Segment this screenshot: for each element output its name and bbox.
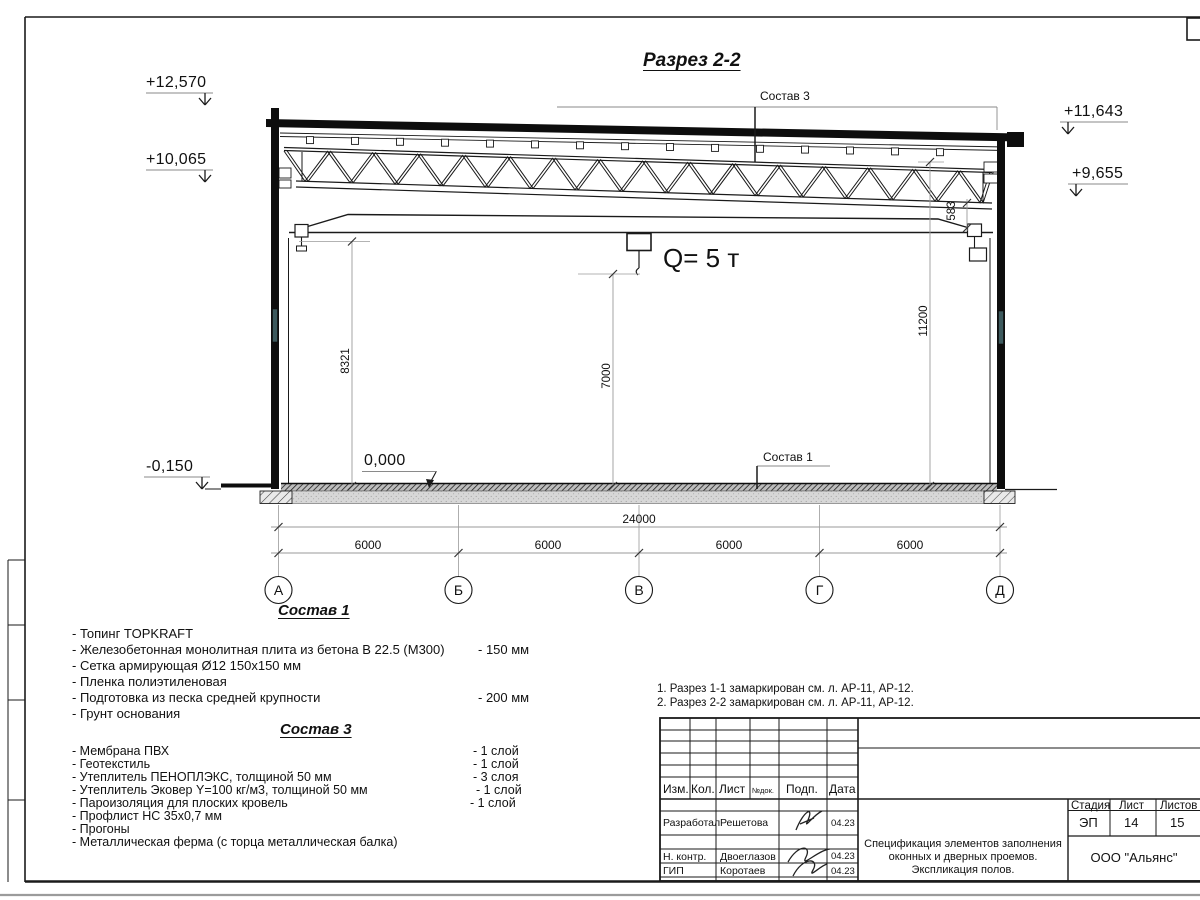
tb-header-ndok: №док.: [752, 786, 774, 795]
axis-a: А: [273, 582, 284, 598]
leader-floor-label: Состав 1: [763, 450, 813, 464]
tb-sheets-header: Листов: [1160, 800, 1198, 812]
axis-v: В: [634, 582, 644, 598]
composition1-heading: Состав 1: [278, 602, 350, 619]
tb-description-line1: Спецификация элементов заполнения: [864, 838, 1062, 850]
composition3-heading: Состав 3: [280, 721, 352, 738]
axis-g: Г: [815, 582, 824, 598]
dim-overall: 24000: [622, 512, 656, 526]
comp3-item: - Утеплитель Эковер Y=100 кг/м3, толщиной 50 мм: [72, 783, 368, 797]
comp1-item: - Подготовка из песка средней крупности: [72, 690, 321, 705]
dim-rail-height: 8321: [340, 348, 352, 374]
tb-description-line3: Экспликация полов.: [911, 864, 1015, 876]
tb-date-1: 04.23: [831, 818, 855, 829]
tb-header-podp: Подп.: [786, 782, 818, 796]
tb-stage-value: ЭП: [1079, 815, 1098, 830]
comp3-item: - Прогоны: [72, 822, 130, 836]
elevation-parapet: +12,570: [146, 74, 207, 91]
comp3-item-value: - 1 слой: [473, 757, 519, 771]
dim-beam-depth: 583: [946, 201, 958, 221]
crane-hoist: [627, 234, 651, 276]
section-title: Разрез 2-2: [643, 50, 741, 71]
comp3-item-value: - 1 слой: [473, 744, 519, 758]
comp3-item: - Пароизоляция для плоских кровель: [72, 796, 288, 810]
crane-beam: [289, 215, 993, 276]
elevation-marks: [144, 93, 1128, 489]
comp3-item: - Профлист НС 35х0,7 мм: [72, 809, 222, 823]
tb-description-line2: оконных и дверных проемов.: [888, 851, 1038, 863]
signature-scribbles: [788, 811, 830, 876]
tb-role-nkontr: Н. контр.: [663, 851, 707, 863]
window-slot-right: [999, 311, 1004, 344]
steel-truss: [279, 148, 998, 210]
tb-header-data: Дата: [829, 782, 856, 796]
tb-date-2: 04.23: [831, 851, 855, 862]
dim-bay-1: 6000: [354, 538, 382, 552]
tb-role-razrabotal: Разработал: [663, 817, 721, 829]
foundation-right: [984, 491, 1015, 504]
dim-bay-2: 6000: [534, 538, 562, 552]
sheet-frame: [0, 17, 1200, 895]
dim-hook-height: 7000: [601, 363, 613, 389]
comp3-item: - Геотекстиль: [72, 757, 151, 771]
dim-bay-3: 6000: [715, 538, 743, 552]
elevation-roof-right: +11,643: [1064, 103, 1124, 120]
tb-sheet-value: 14: [1124, 815, 1139, 830]
tb-role-gip: ГИП: [663, 865, 684, 877]
comp1-item: - Сетка армирующая Ø12 150х150 мм: [72, 658, 302, 673]
comp1-item-value: - 200 мм: [478, 690, 530, 705]
comp3-item-value: - 1 слой: [476, 783, 522, 797]
tb-header-kol: Кол.: [691, 782, 715, 796]
tb-sheet-header: Лист: [1119, 800, 1144, 812]
comp3-item: - Мембрана ПВХ: [72, 744, 170, 758]
tb-company: ООО "Альянс": [1090, 850, 1178, 865]
comp3-item: - Металлическая ферма (с торца металлическая балка): [72, 835, 398, 849]
crane-capacity-label: Q= 5 т: [663, 243, 740, 273]
tb-name-reshetova: Решетова: [720, 817, 769, 829]
comp1-item: - Пленка полиэтиленовая: [72, 674, 227, 689]
dim-bay-4: 6000: [896, 538, 924, 552]
foundation-left: [260, 491, 292, 504]
axis-b: Б: [453, 582, 464, 598]
tb-date-3: 04.23: [831, 866, 855, 877]
comp3-item-value: - 3 слоя: [473, 770, 519, 784]
dim-clear-height: 11200: [918, 305, 930, 337]
tb-header-list: Лист: [719, 782, 746, 796]
elevation-truss-left: +10,065: [146, 151, 207, 168]
tb-name-dvoeglazov: Двоеглазов: [720, 851, 776, 863]
tb-name-korotaev: Коротаев: [720, 865, 766, 877]
comp1-item: - Грунт основания: [72, 706, 181, 721]
comp3-item: - Утеплитель ПЕНОПЛЭКС, толщиной 50 мм: [72, 770, 332, 784]
comp1-item: - Железобетонная монолитная плита из бетона В 22.5 (М300): [72, 642, 445, 657]
window-slot-left: [273, 309, 278, 342]
comp3-item-value: - 1 слой: [470, 796, 516, 810]
tb-header-izm: Изм.: [663, 782, 689, 796]
note-2: 2. Разрез 2-2 замаркирован см. л. АР-11, АР-12.: [657, 697, 914, 709]
leader-roof-label: Состав 3: [760, 89, 810, 103]
elevation-truss-right: +9,655: [1072, 165, 1124, 182]
comp1-item-value: - 150 мм: [478, 642, 530, 657]
elevation-floor: 0,000: [364, 452, 406, 469]
tb-sheets-value: 15: [1170, 815, 1185, 830]
tb-stage-header: Стадия: [1071, 800, 1111, 812]
note-1: 1. Разрез 1-1 замаркирован см. л. АР-11, АР-12.: [657, 683, 914, 695]
leader-lines: [557, 107, 997, 489]
axis-d: Д: [995, 582, 1005, 598]
comp1-item: - Топинг TOPKRAFT: [72, 626, 194, 641]
elevation-grade: -0,150: [146, 458, 194, 475]
vertical-dimensions: [299, 158, 971, 490]
